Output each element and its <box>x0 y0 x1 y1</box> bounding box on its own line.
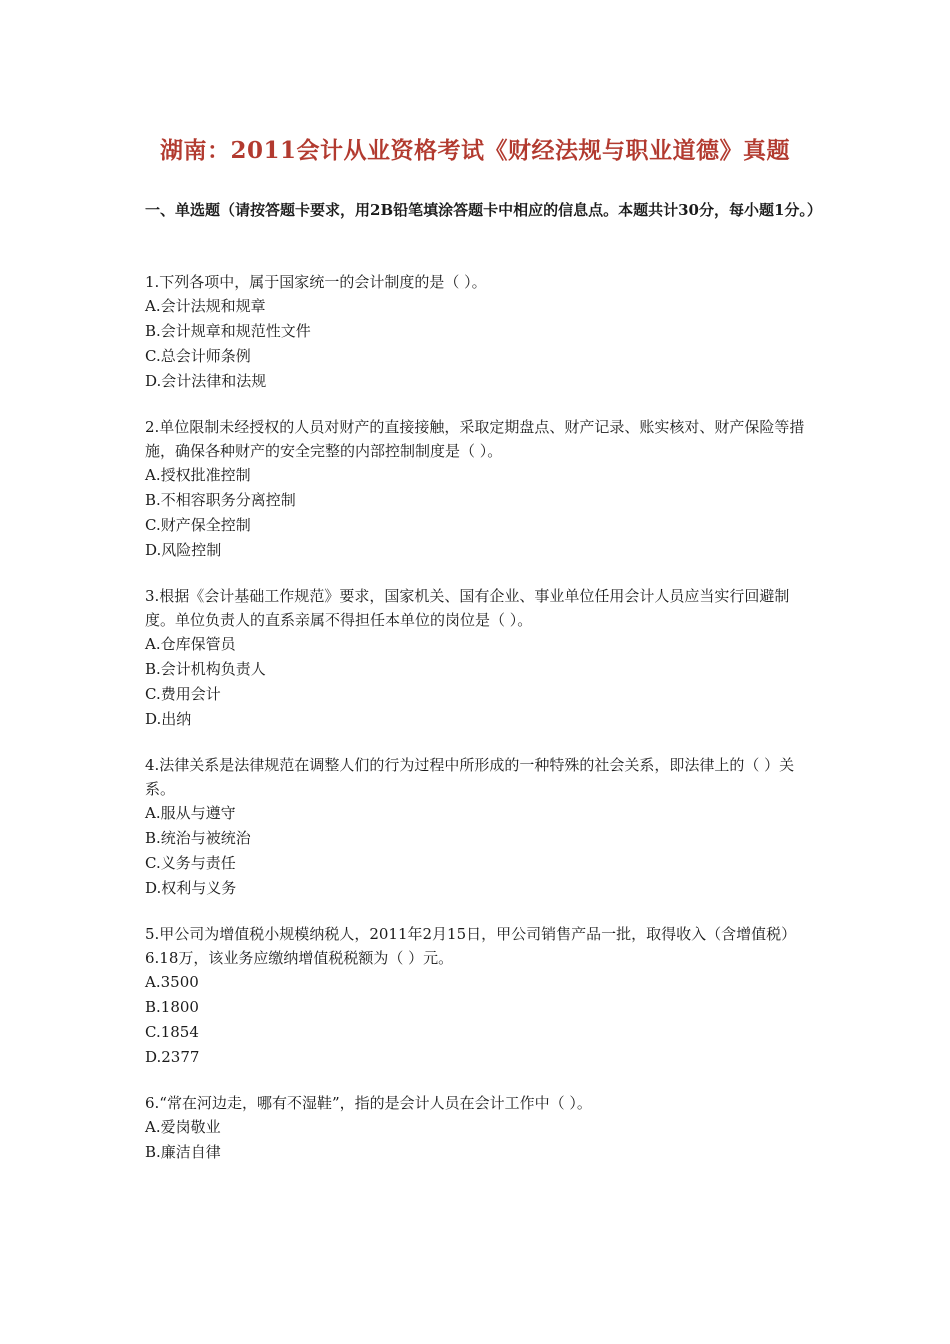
question-list <box>145 270 815 1186</box>
question-1 <box>145 270 815 394</box>
option-a: A.3500 <box>145 973 199 991</box>
option-b: B.会计规章和规范性文件 <box>145 322 311 340</box>
question-stem: 2.单位限制未经授权的人员对财产的直接接触，采取定期盘点、财产记录、账实核对、财产保险等措施，确保各种财产的安全完整的内部控制制度是（ ）。 <box>145 418 805 460</box>
option-a: A.仓库保管员 <box>145 635 236 653</box>
option-c: C.费用会计 <box>145 685 221 703</box>
option-b: B.廉洁自律 <box>145 1143 221 1161</box>
option-a: A.授权批准控制 <box>145 466 251 484</box>
option-b: B.1800 <box>145 998 199 1016</box>
option-a: A.爱岗敬业 <box>145 1118 221 1136</box>
option-d: D.权利与义务 <box>145 879 237 897</box>
question-stem: 1.下列各项中，属于国家统一的会计制度的是（ ）。 <box>145 273 487 291</box>
question-5 <box>145 922 815 1070</box>
option-c: C.义务与责任 <box>145 854 236 872</box>
option-a: A.服从与遵守 <box>145 804 236 822</box>
question-stem: 3.根据《会计基础工作规范》要求，国家机关、国有企业、事业单位任用会计人员应当实行回避制度。单位负责人的直系亲属不得担任本单位的岗位是（ ）。 <box>145 587 790 629</box>
section-heading: 一、单选题（请按答题卡要求，用2B铅笔填涂答题卡中相应的信息点。本题共计30分，每小题1分。） <box>145 201 822 219</box>
option-b: B.会计机构负责人 <box>145 660 266 678</box>
question-stem: 4.法律关系是法律规范在调整人们的行为过程中所形成的一种特殊的社会关系，即法律上的（ ）关系。 <box>145 756 795 798</box>
option-d: D.会计法律和法规 <box>145 372 267 390</box>
option-c: C.总会计师条例 <box>145 347 251 365</box>
question-2 <box>145 415 815 563</box>
option-b: B.不相容职务分离控制 <box>145 491 296 509</box>
document-title: 湖南：2011会计从业资格考试《财经法规与职业道德》真题 <box>159 137 790 164</box>
question-6 <box>145 1091 815 1165</box>
option-d: D.2377 <box>145 1048 200 1066</box>
option-a: A.会计法规和规章 <box>145 297 266 315</box>
option-c: C.1854 <box>145 1023 199 1041</box>
option-b: B.统治与被统治 <box>145 829 251 847</box>
option-c: C.财产保全控制 <box>145 516 251 534</box>
question-4 <box>145 753 815 901</box>
question-stem: 6.“常在河边走，哪有不湿鞋”，指的是会计人员在会计工作中（ ）。 <box>145 1094 592 1112</box>
question-3 <box>145 584 815 732</box>
option-d: D.出纳 <box>145 710 192 728</box>
question-stem: 5.甲公司为增值税小规模纳税人，2011年2月15日，甲公司销售产品一批，取得收入（含增值税）6.18万，该业务应缴纳增值税税额为（ ）元。 <box>145 925 797 967</box>
option-d: D.风险控制 <box>145 541 222 559</box>
